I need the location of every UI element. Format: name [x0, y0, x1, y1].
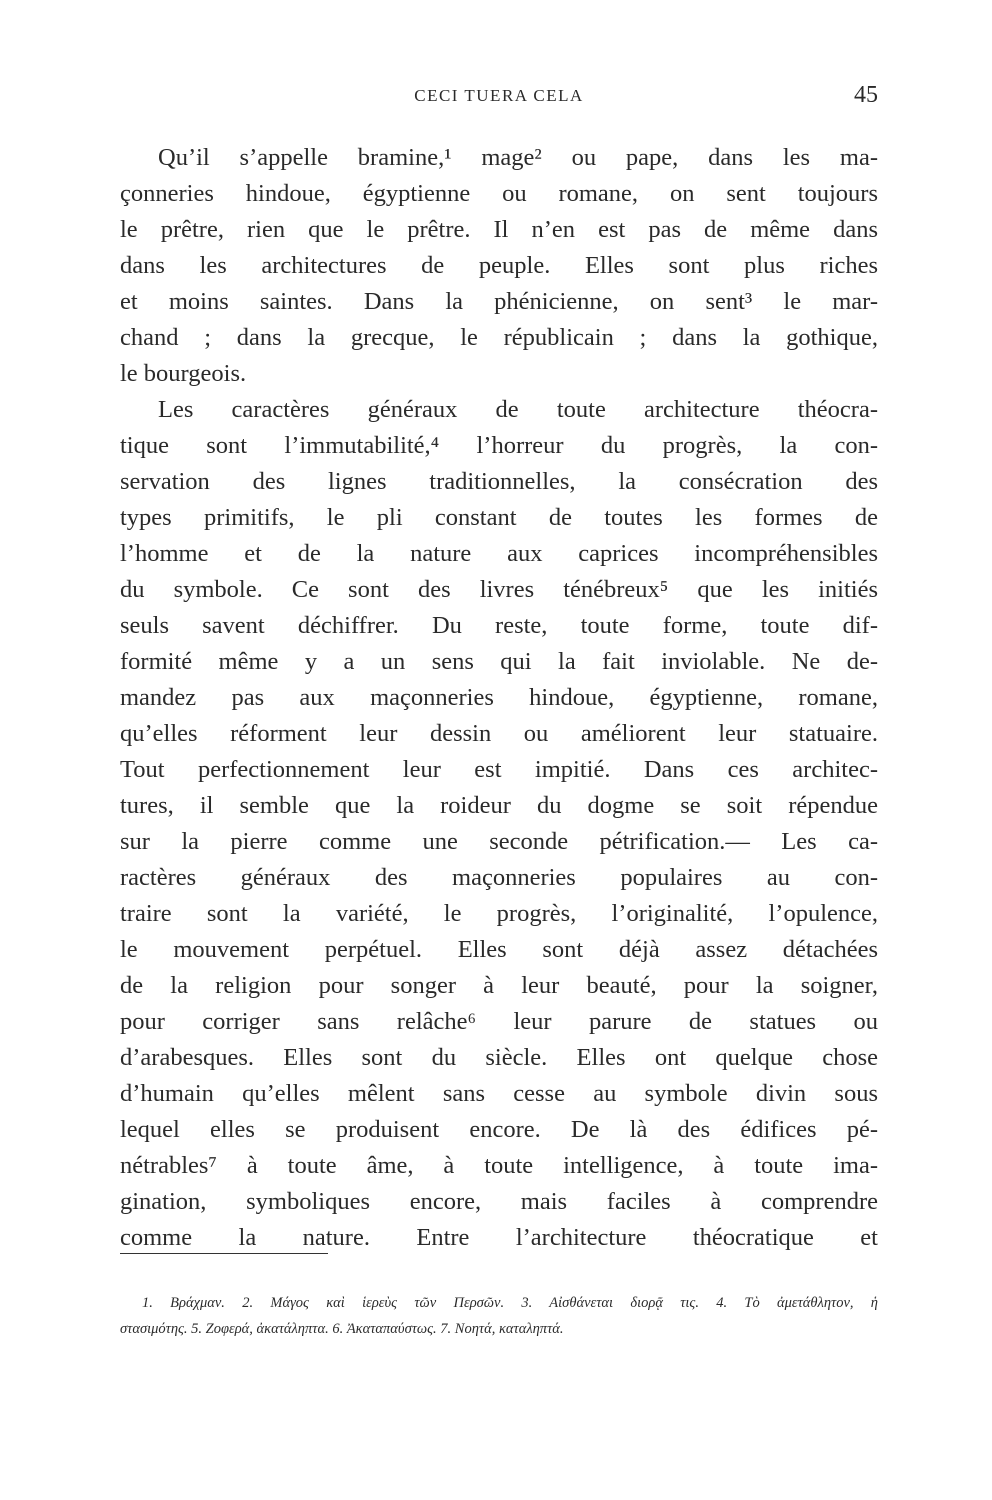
text-line: du symbole. Ce sont des livres ténébreux⁵ que les initiés	[120, 576, 878, 603]
text-line: pour corriger sans relâche⁶ leur parure de statues ou	[120, 1008, 878, 1035]
text-line: mandez pas aux maçonneries hindoue, égyptienne, romane,	[120, 684, 878, 711]
body-text	[120, 140, 878, 1256]
text-line: d’arabesques. Elles sont du siècle. Elles ont quelque chose	[120, 1044, 878, 1071]
page-header	[120, 82, 878, 116]
text-line: de la religion pour songer à leur beauté, pour la soigner,	[120, 972, 878, 999]
text-line: le bourgeois.	[120, 360, 247, 387]
footnote-rule	[120, 1253, 328, 1254]
footnotes	[120, 1290, 878, 1342]
text-line: le prêtre, rien que le prêtre. Il n’en est pas de même dans	[120, 216, 878, 243]
text-line: dans les architectures de peuple. Elles sont plus riches	[120, 252, 878, 279]
text-line: tique sont l’immutabilité,⁴ l’horreur du progrès, la con-	[120, 432, 878, 459]
text-line: tures, il semble que la roideur du dogme se soit répendue	[120, 792, 878, 819]
text-line: Qu’il s’appelle bramine,¹ mage² ou pape, dans les ma-	[158, 144, 878, 171]
text-line: seuls savent déchiffrer. Du reste, toute forme, toute dif-	[120, 612, 878, 639]
text-line: çonneries hindoue, égyptienne ou romane, on sent toujours	[120, 180, 878, 207]
page-number: 45	[854, 82, 878, 108]
text-line: types primitifs, le pli constant de toutes les formes de	[120, 504, 878, 531]
text-line: l’homme et de la nature aux caprices incompréhensibles	[120, 540, 878, 567]
text-line: servation des lignes traditionnelles, la consécration des	[120, 468, 878, 495]
text-line: ractères généraux des maçonneries populaires au con-	[120, 864, 878, 891]
text-line: formité même y a un sens qui la fait inviolable. Ne de-	[120, 648, 878, 675]
text-line: sur la pierre comme une seconde pétrification.— Les ca-	[120, 828, 878, 855]
footnote-line: στασιμότης. 5. Ζοφερά, ἀκατάληπτα. 6. Ἀκαταπαύστως. 7. Νοητά, καταληπτά.	[120, 1321, 564, 1337]
text-line: chand ; dans la grecque, le républicain ; dans la gothique,	[120, 324, 878, 351]
text-line: le mouvement perpétuel. Elles sont déjà assez détachées	[120, 936, 878, 963]
text-line: qu’elles réforment leur dessin ou améliorent leur statuaire.	[120, 720, 878, 747]
text-line: Tout perfectionnement leur est impitié. Dans ces architec-	[120, 756, 878, 783]
text-line: nétrables⁷ à toute âme, à toute intelligence, à toute ima-	[120, 1152, 878, 1179]
text-line: d’humain qu’elles mêlent sans cesse au symbole divin sous	[120, 1080, 878, 1107]
running-title: CECI TUERA CELA	[414, 86, 584, 105]
text-line: Les caractères généraux de toute architecture théocra-	[158, 396, 878, 423]
text-line: gination, symboliques encore, mais faciles à comprendre	[120, 1188, 878, 1215]
footnote-line: 1. Βράχμαν. 2. Μάγος καὶ ἱερεὺς τῶν Περσῶν. 3. Αἰσθάνεται διορᾷ τις. 4. Τὸ ἀμετάθλητον, ἡ	[142, 1295, 878, 1311]
text-line: et moins saintes. Dans la phénicienne, on sent³ le mar-	[120, 288, 878, 315]
text-line: traire sont la variété, le progrès, l’originalité, l’opulence,	[120, 900, 878, 927]
text-line: lequel elles se produisent encore. De là des édifices pé-	[120, 1116, 878, 1143]
text-line: comme la nature. Entre l’architecture théocratique et	[120, 1224, 878, 1251]
